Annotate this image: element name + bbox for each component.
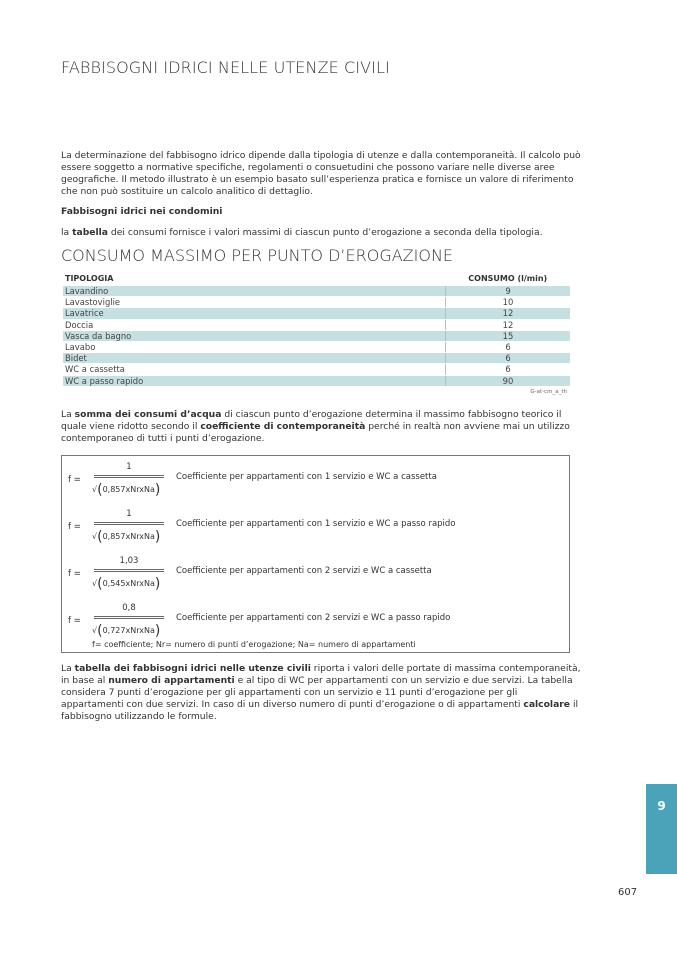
paragraph-table-ref: La tabella dei fabbisogni idrici nelle utenze civili riporta i valori delle portate di massima contemporaneità, in base al numero di appartamenti e al tipo di WC per appartamenti con un servizio e due servizi. La tabella considera 7 punti d’erogazione per gli appartamenti con un servizio e 11 punti d’erogazione per gli appartamenti con due servizi. In caso di un diverso numero di punti d’erogazione o di appartamenti calcolare il fabbisogno utilizzando le formule. [61, 663, 581, 722]
fraction-bar [94, 522, 164, 525]
table-row [63, 319, 570, 330]
fraction-bar [94, 475, 164, 478]
table-row [63, 353, 570, 364]
consumo-cell: 6 [446, 364, 571, 375]
tipologia-cell: Lavandino [63, 286, 446, 297]
formula-legend: f= coefficiente; Nr= numero di punti d’erogazione; Na= numero di appartamenti [92, 640, 416, 649]
fraction-bar [94, 616, 164, 619]
formula-denominator: √(0,545xNrxNa) [92, 576, 161, 592]
formula [68, 462, 548, 502]
table-row [63, 341, 570, 352]
table-row [63, 330, 570, 341]
tipologia-cell: Lavastoviglie [63, 297, 446, 308]
formula-description: Coefficiente per appartamenti con 1 servizio e WC a cassetta [176, 472, 437, 482]
chapter-tab: 9 [646, 784, 677, 874]
formula-lhs: f = [68, 522, 81, 532]
table-row [63, 364, 570, 375]
tipologia-cell: Doccia [63, 319, 446, 330]
consumo-cell: 6 [446, 341, 571, 352]
consumo-cell: 6 [446, 353, 571, 364]
formula-description: Coefficiente per appartamenti con 2 servizi e WC a passo rapido [176, 613, 451, 623]
tipologia-cell: Vasca da bagno [63, 330, 446, 341]
formula [68, 603, 548, 643]
page-title: FABBISOGNI IDRICI NELLE UTENZE CIVILI [61, 58, 390, 77]
consumo-cell: 9 [446, 286, 571, 297]
tipologia-cell: Lavatrice [63, 308, 446, 319]
table-row [63, 297, 570, 308]
table-row [63, 375, 570, 386]
consumo-cell: 90 [446, 375, 571, 386]
subheading: Fabbisogni idrici nei condomini [61, 206, 223, 217]
table-source: G-at-cm_a_th [530, 389, 567, 395]
consumo-cell: 10 [446, 297, 571, 308]
header-consumo: CONSUMO (l/min) [468, 273, 548, 283]
header-tipologia: TIPOLOGIA [65, 273, 114, 283]
tipologia-cell: Bidet [63, 353, 446, 364]
tipologia-cell: Lavabo [63, 341, 446, 352]
formula-numerator: 1 [126, 462, 132, 472]
table-row [63, 286, 570, 297]
formula-lhs: f = [68, 616, 81, 626]
formula [68, 556, 548, 596]
consumption-table [63, 270, 570, 387]
paragraph-sum: La somma dei consumi d’acqua di ciascun punto d’erogazione determina il massimo fabbisogno teorico il quale viene ridotto secondo il coefficiente di contemporaneità perché in realtà non avviene mai un utilizzo contemporaneo di tutti i punti d’erogazione. [61, 409, 570, 444]
table-title: CONSUMO MASSIMO PER PUNTO D’EROGAZIONE [61, 246, 454, 265]
consumo-cell: 12 [446, 308, 571, 319]
formula-description: Coefficiente per appartamenti con 2 servizi e WC a cassetta [176, 566, 432, 576]
fraction-bar [94, 569, 164, 572]
formula-description: Coefficiente per appartamenti con 1 servizio e WC a passo rapido [176, 519, 456, 529]
formula-lhs: f = [68, 569, 81, 579]
intro-paragraph: La determinazione del fabbisogno idrico dipende dalla tipologia di utenze e dalla contemporaneità. Il calcolo può essere soggetto a normative specifiche, regolamenti o consuetudini che possono variare nelle diverse aree geografiche. Il metodo illustrato è un esempio basato sull’esperienza pratica e fornisce un valore di riferimento che non può sostituire un calcolo analitico di dettaglio. [61, 150, 581, 197]
formula-numerator: 1,03 [119, 556, 139, 566]
tipologia-cell: WC a cassetta [63, 364, 446, 375]
formula-denominator: √(0,727xNrxNa) [92, 623, 161, 639]
consumo-cell: 12 [446, 319, 571, 330]
formula-denominator: √(0,857xNrxNa) [92, 482, 161, 498]
formula [68, 509, 548, 549]
table-intro: la tabella dei consumi fornisce i valori massimi di ciascun punto d’erogazione a seconda della tipologia. [61, 227, 543, 238]
page-number: 607 [618, 887, 638, 898]
formula-denominator: √(0,857xNrxNa) [92, 529, 161, 545]
table-row [63, 308, 570, 319]
tipologia-cell: WC a passo rapido [63, 375, 446, 386]
formula-numerator: 1 [126, 509, 132, 519]
formula-lhs: f = [68, 475, 81, 485]
consumo-cell: 15 [446, 330, 571, 341]
formula-numerator: 0,8 [122, 603, 136, 613]
formula-box [61, 455, 570, 653]
